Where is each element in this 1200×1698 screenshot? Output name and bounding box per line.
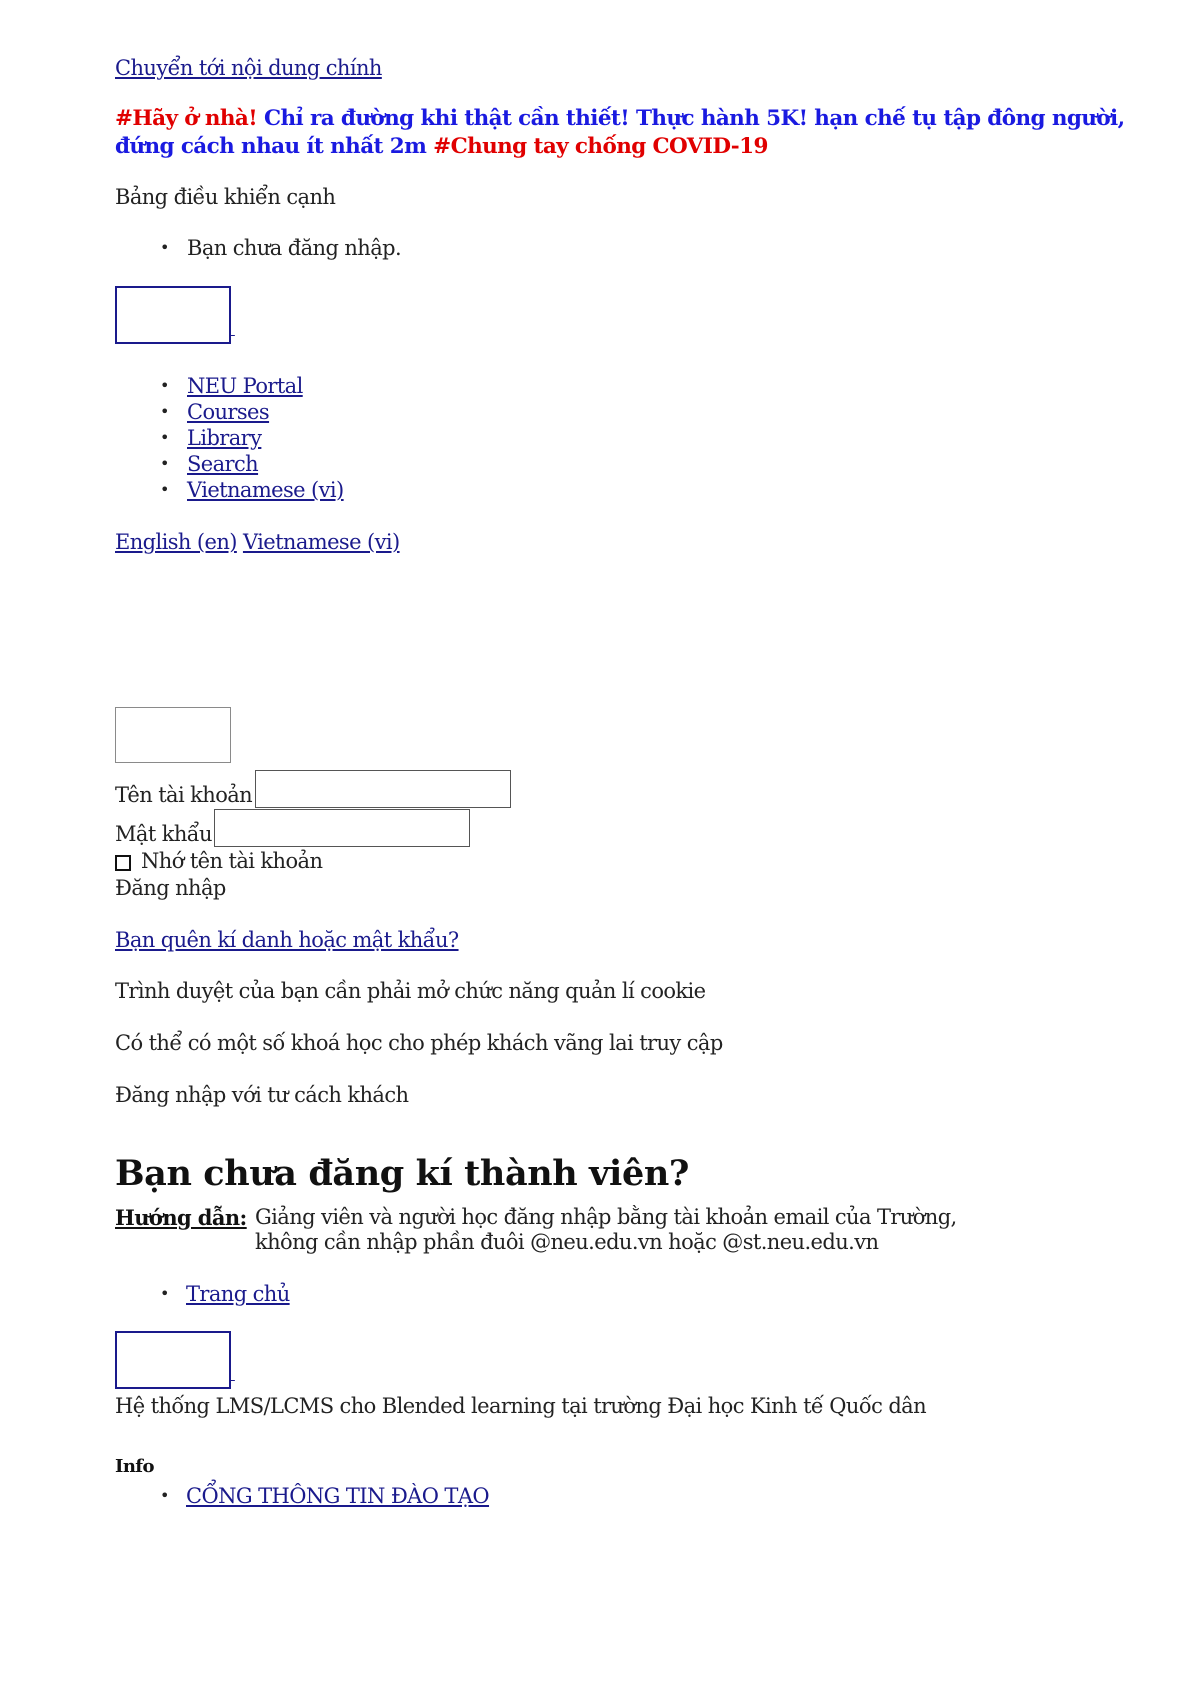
site-description: Hệ thống LMS/LCMS cho Blended learning tại trường Đại học Kinh tế Quốc dân: [115, 1394, 927, 1418]
nav-link-neu-portal[interactable]: NEU Portal: [187, 374, 303, 398]
skip-to-content-link[interactable]: Chuyển tới nội dung chính: [115, 56, 382, 80]
notice-message: Chỉ ra đường khi thật cần thiết! Thực hành 5K! hạn chế tụ tập đông người, đứng cách nhau ít nhất 2m: [115, 106, 1125, 159]
bullet-icon: •: [160, 238, 169, 257]
nav-link-courses[interactable]: Courses: [187, 400, 270, 424]
username-field[interactable]: [255, 770, 511, 808]
home-link[interactable]: Trang chủ: [186, 1282, 290, 1306]
logo-link-underline: [231, 322, 235, 338]
side-panel-label: Bảng điều khiển cạnh: [115, 185, 336, 209]
remember-username-checkbox[interactable]: [115, 855, 131, 871]
guide-line-2: không cần nhập phần đuôi @neu.edu.vn hoặc @st.neu.edu.vn: [255, 1230, 879, 1254]
nav-link-search[interactable]: Search: [187, 452, 259, 476]
password-label: Mật khẩu: [115, 822, 212, 846]
username-label: Tên tài khoản: [115, 783, 253, 807]
language-switcher: [115, 530, 400, 554]
bullet-icon: •: [160, 1284, 169, 1303]
guest-login-button[interactable]: Đăng nhập với tư cách khách: [115, 1083, 409, 1107]
site-logo-link[interactable]: [115, 286, 231, 344]
password-field[interactable]: [214, 809, 470, 847]
notice-stay-home: #Hãy ở nhà!: [115, 106, 258, 131]
nav-link-library[interactable]: Library: [187, 426, 262, 450]
login-status-text: Bạn chưa đăng nhập.: [187, 236, 402, 260]
footer-logo-link[interactable]: [115, 1331, 231, 1389]
footer-logo-underline: [231, 1367, 235, 1383]
bullet-icon: •: [160, 1486, 169, 1505]
bullet-icon: •: [160, 428, 169, 447]
signup-heading: Bạn chưa đăng kí thành viên?: [115, 1153, 689, 1194]
info-heading: Info: [115, 1456, 154, 1477]
bullet-icon: •: [160, 402, 169, 421]
language-english-link[interactable]: English (en): [115, 530, 237, 554]
guest-access-note: Có thể có một số khoá học cho phép khách vãng lai truy cập: [115, 1031, 723, 1055]
language-vietnamese-link[interactable]: Vietnamese (vi): [242, 530, 400, 554]
remember-username-label: Nhớ tên tài khoản: [141, 849, 323, 873]
nav-link-language[interactable]: Vietnamese (vi): [187, 478, 344, 502]
notice-hashtag: #Chung tay chống COVID-19: [426, 134, 768, 159]
guide-label: Hướng dẫn:: [115, 1205, 247, 1230]
login-image: [115, 707, 231, 763]
cookie-note: Trình duyệt của bạn cần phải mở chức năng quản lí cookie: [115, 979, 706, 1003]
bullet-icon: •: [160, 376, 169, 395]
training-portal-link[interactable]: CỔNG THÔNG TIN ĐÀO TẠO: [186, 1484, 490, 1508]
bullet-icon: •: [160, 454, 169, 473]
covid-notice: [115, 105, 1155, 161]
bullet-icon: •: [160, 480, 169, 499]
forgot-password-link[interactable]: Bạn quên kí danh hoặc mật khẩu?: [115, 928, 459, 952]
guide-line-1: Giảng viên và người học đăng nhập bằng tài khoản email của Trường,: [255, 1205, 957, 1229]
login-button[interactable]: Đăng nhập: [115, 876, 226, 900]
